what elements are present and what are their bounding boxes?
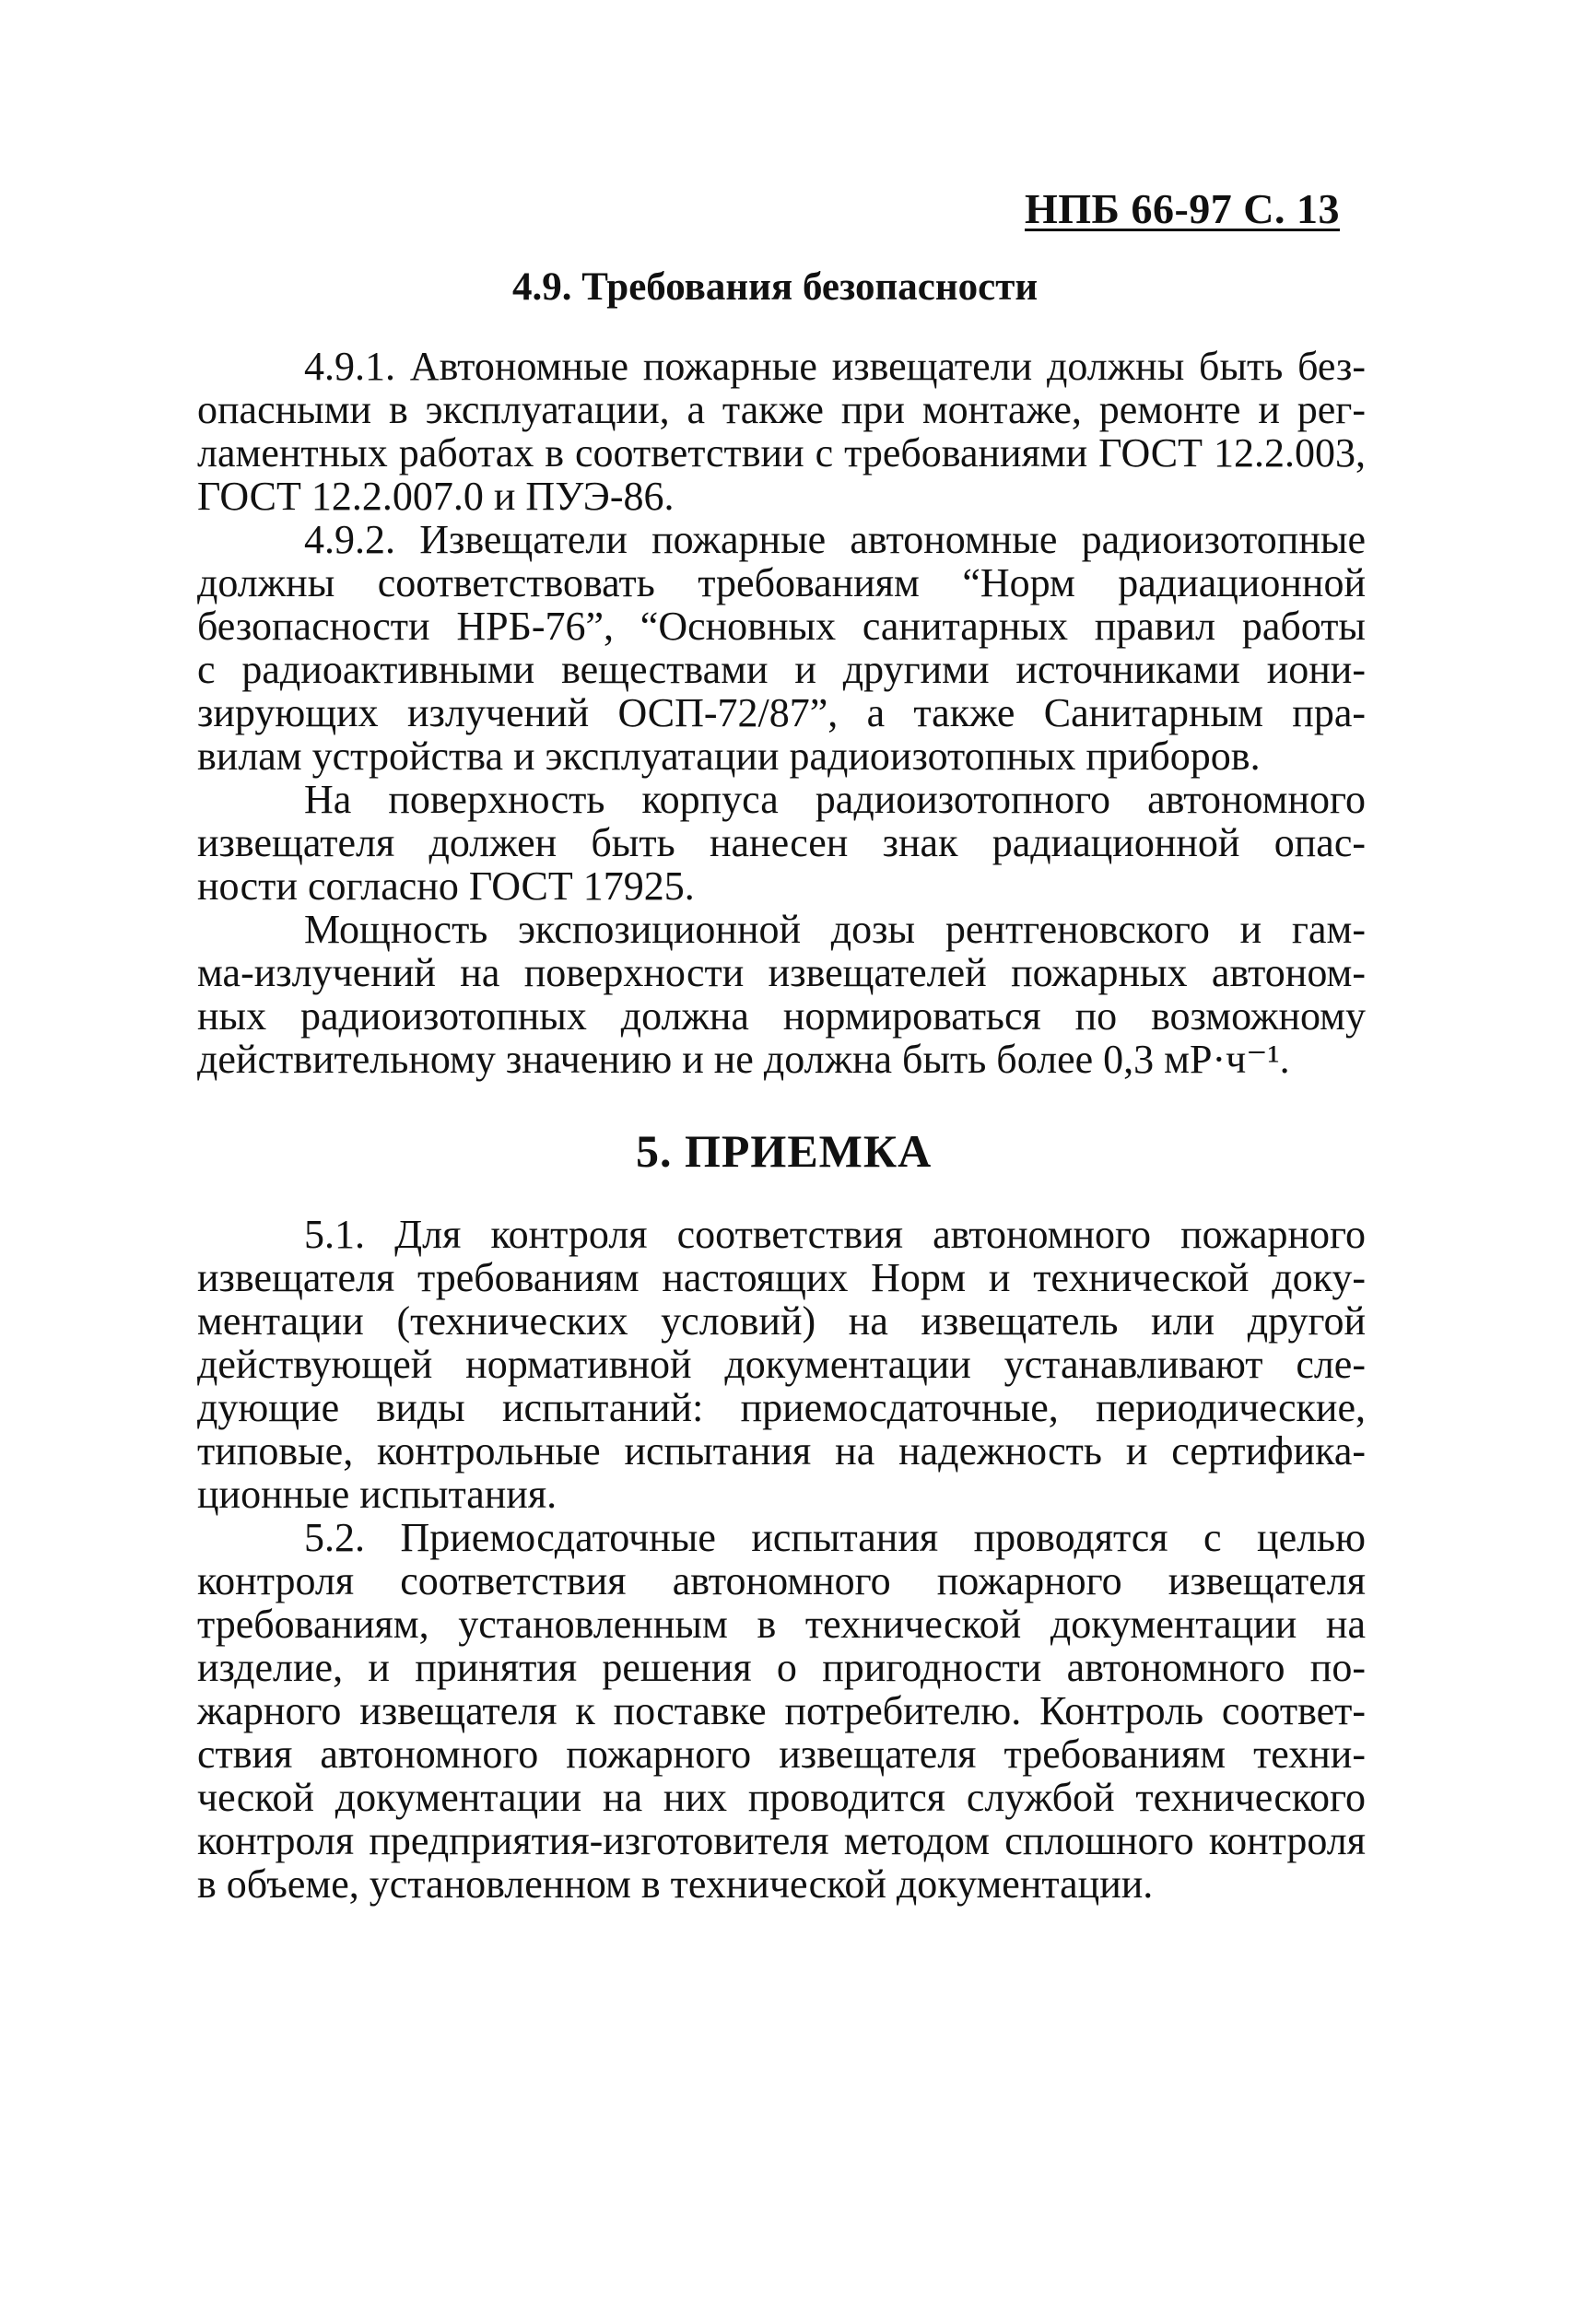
subsection-title: 4.9. Требования безопасности	[512, 265, 1039, 309]
text-line: 4.9.1. Автономные пожарные извещатели должны быть без-	[304, 344, 1366, 389]
text-line: ционные испытания.	[197, 1472, 557, 1517]
text-line: ческой документации на них проводится службой технического	[197, 1775, 1366, 1820]
text-line: ствия автономного пожарного извещателя требованиям техни-	[197, 1732, 1366, 1777]
text-line: Мощность экспозиционной дозы рентгеновского и гам-	[304, 907, 1366, 952]
text-line: изделие, и принятия решения о пригодности автономного по-	[197, 1645, 1366, 1690]
text-line: требованиям, установленным в технической документации на	[197, 1602, 1366, 1647]
text-line: опасными в эксплуатации, а также при монтаже, ремонте и рег-	[197, 387, 1366, 432]
text-line: безопасности НРБ-76”, “Основных санитарных правил работы	[197, 604, 1366, 649]
text-line: 4.9.2. Извещатели пожарные автономные радиоизотопные	[304, 517, 1366, 562]
text-line: действительному значению и не должна быть более 0,3 мР·ч⁻¹.	[197, 1037, 1290, 1082]
section-title: 5. ПРИЕМКА	[636, 1125, 933, 1177]
text-line: в объеме, установленном в технической документации.	[197, 1861, 1154, 1907]
text-line: извещателя требованиям настоящих Норм и технической доку-	[197, 1255, 1366, 1300]
text-line: 5.2. Приемосдаточные испытания проводятся с целью	[304, 1515, 1366, 1560]
text-line: с радиоактивными веществами и другими источниками иони-	[197, 647, 1366, 692]
text-line: ментации (технических условий) на извещатель или другой	[197, 1298, 1366, 1344]
text-line: действующей нормативной документации устанавливают сле-	[197, 1342, 1366, 1387]
text-line: зирующих излучений ОСП-72/87”, а также Санитарным пра-	[197, 690, 1366, 735]
page-header: НПБ 66-97 С. 13	[1025, 185, 1341, 232]
text-line: ГОСТ 12.2.007.0 и ПУЭ-86.	[197, 474, 675, 519]
text-line: дующие виды испытаний: приемосдаточные, периодические,	[197, 1385, 1366, 1430]
text-line: ламентных работах в соответствии с требованиями ГОСТ 12.2.003,	[197, 430, 1366, 476]
text-line: жарного извещателя к поставке потребителю. Контроль соответ-	[197, 1688, 1366, 1733]
text-line: 5.1. Для контроля соответствия автономного пожарного	[304, 1212, 1366, 1257]
text-line: На поверхность корпуса радиоизотопного автономного	[304, 777, 1366, 822]
text-line: извещателя должен быть нанесен знак радиационной опас-	[197, 820, 1366, 865]
text-line: контроля соответствия автономного пожарного извещателя	[197, 1558, 1366, 1603]
text-line: ма-излучений на поверхности извещателей пожарных автоном-	[197, 950, 1366, 995]
text-line: типовые, контрольные испытания на надежность и сертифика-	[197, 1428, 1366, 1474]
text-line: вилам устройства и эксплуатации радиоизотопных приборов.	[197, 734, 1261, 779]
text-line: должны соответствовать требованиям “Норм радиационной	[197, 560, 1366, 605]
text-line: ных радиоизотопных должна нормироваться по возможному	[197, 993, 1366, 1039]
text-line: контроля предприятия-изготовителя методом сплошного контроля	[197, 1818, 1366, 1863]
text-line: ности согласно ГОСТ 17925.	[197, 863, 695, 909]
